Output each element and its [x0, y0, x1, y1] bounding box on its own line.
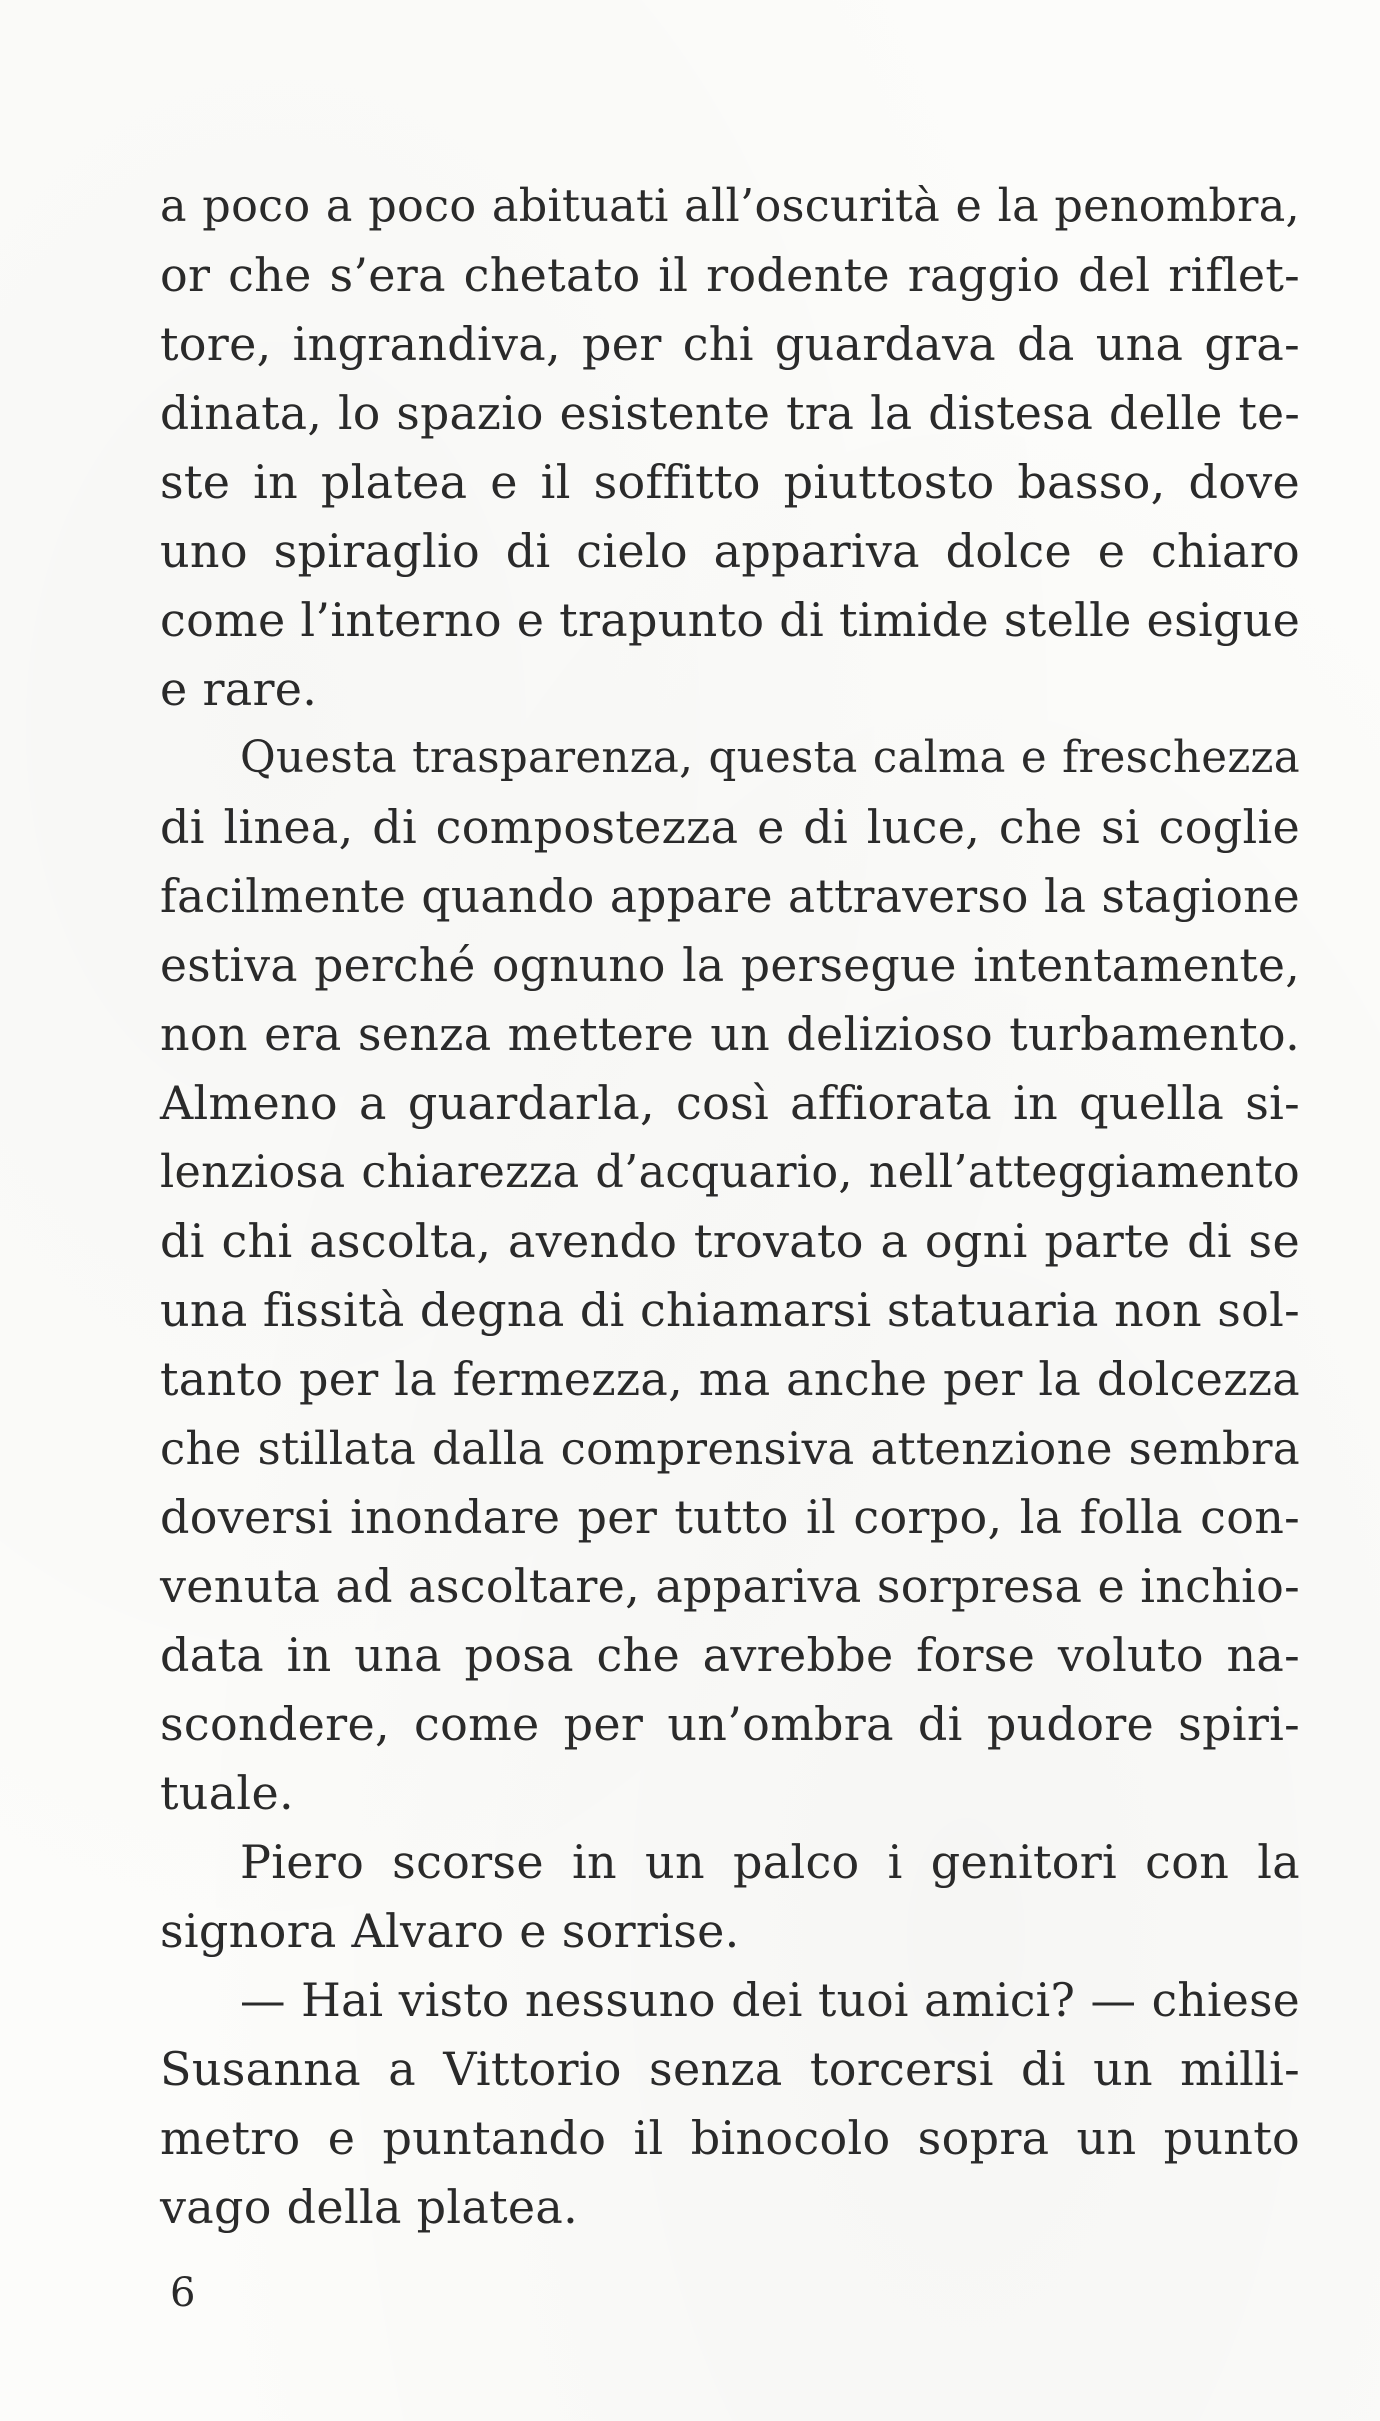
text-line: facilmente quando appare attraverso la stagione [160, 870, 1300, 923]
text-line: che stillata dalla comprensiva attenzione sembra [160, 1422, 1300, 1475]
text-line: Susanna a Vittorio senza torcersi di un milli- [160, 2042, 1300, 2096]
text-line: tore, ingrandiva, per chi guardava da una gra- [160, 317, 1300, 371]
text-line: come l’interno e trapunto di timide stelle esigue [160, 593, 1301, 647]
text-line: vago della platea. [160, 2180, 579, 2234]
text-line: di linea, di compostezza e di luce, che si coglie [160, 800, 1300, 854]
text-line: di chi ascolta, avendo trovato a ogni parte di se [160, 1214, 1300, 1268]
body-text [160, 172, 1300, 2242]
text-line: dinata, lo spazio esistente tra la distesa delle te- [160, 387, 1300, 440]
text-line: una fissità degna di chiamarsi statuaria non sol- [160, 1283, 1300, 1337]
text-line: Questa trasparenza, questa calma e freschezza [240, 733, 1300, 783]
text-line: estiva perché ognuno la persegue intentamente, [160, 939, 1300, 992]
text-line: a poco a poco abituati all’oscurità e la penombra, [160, 181, 1300, 232]
text-line: data in una posa che avrebbe forse voluto na- [160, 1628, 1300, 1682]
text-line: uno spiraglio di cielo appariva dolce e chiaro [160, 524, 1300, 578]
text-line: metro e puntando il binocolo sopra un punto [160, 2111, 1300, 2165]
text-line: venuta ad ascoltare, appariva sorpresa e inchio- [160, 1559, 1300, 1613]
text-line: e rare. [160, 662, 318, 716]
text-line: lenziosa chiarezza d’acquario, nell’atteggiamento [160, 1147, 1300, 1198]
text-line: Almeno a guardarla, così affiorata in quella si- [160, 1076, 1300, 1130]
text-line: tanto per la fermezza, ma anche per la dolcezza [160, 1352, 1300, 1406]
page-number: 6 [170, 2270, 196, 2316]
text-line: Piero scorse in un palco i genitori con la [240, 1835, 1300, 1889]
text-line: non era senza mettere un delizioso turbamento. [160, 1007, 1300, 1061]
text-line: — Hai visto nessuno dei tuoi amici? — chiese [240, 1974, 1300, 2027]
text-line: ste in platea e il soffitto piuttosto basso, dove [160, 455, 1300, 509]
text-line: or che s’era chetato il rodente raggio del riflet- [160, 248, 1300, 302]
text-line: scondere, come per un’ombra di pudore spiri- [160, 1697, 1300, 1751]
text-line: signora Alvaro e sorrise. [160, 1904, 740, 1958]
text-line: tuale. [160, 1766, 294, 1820]
text-line: doversi inondare per tutto il corpo, la folla con- [160, 1490, 1300, 1544]
